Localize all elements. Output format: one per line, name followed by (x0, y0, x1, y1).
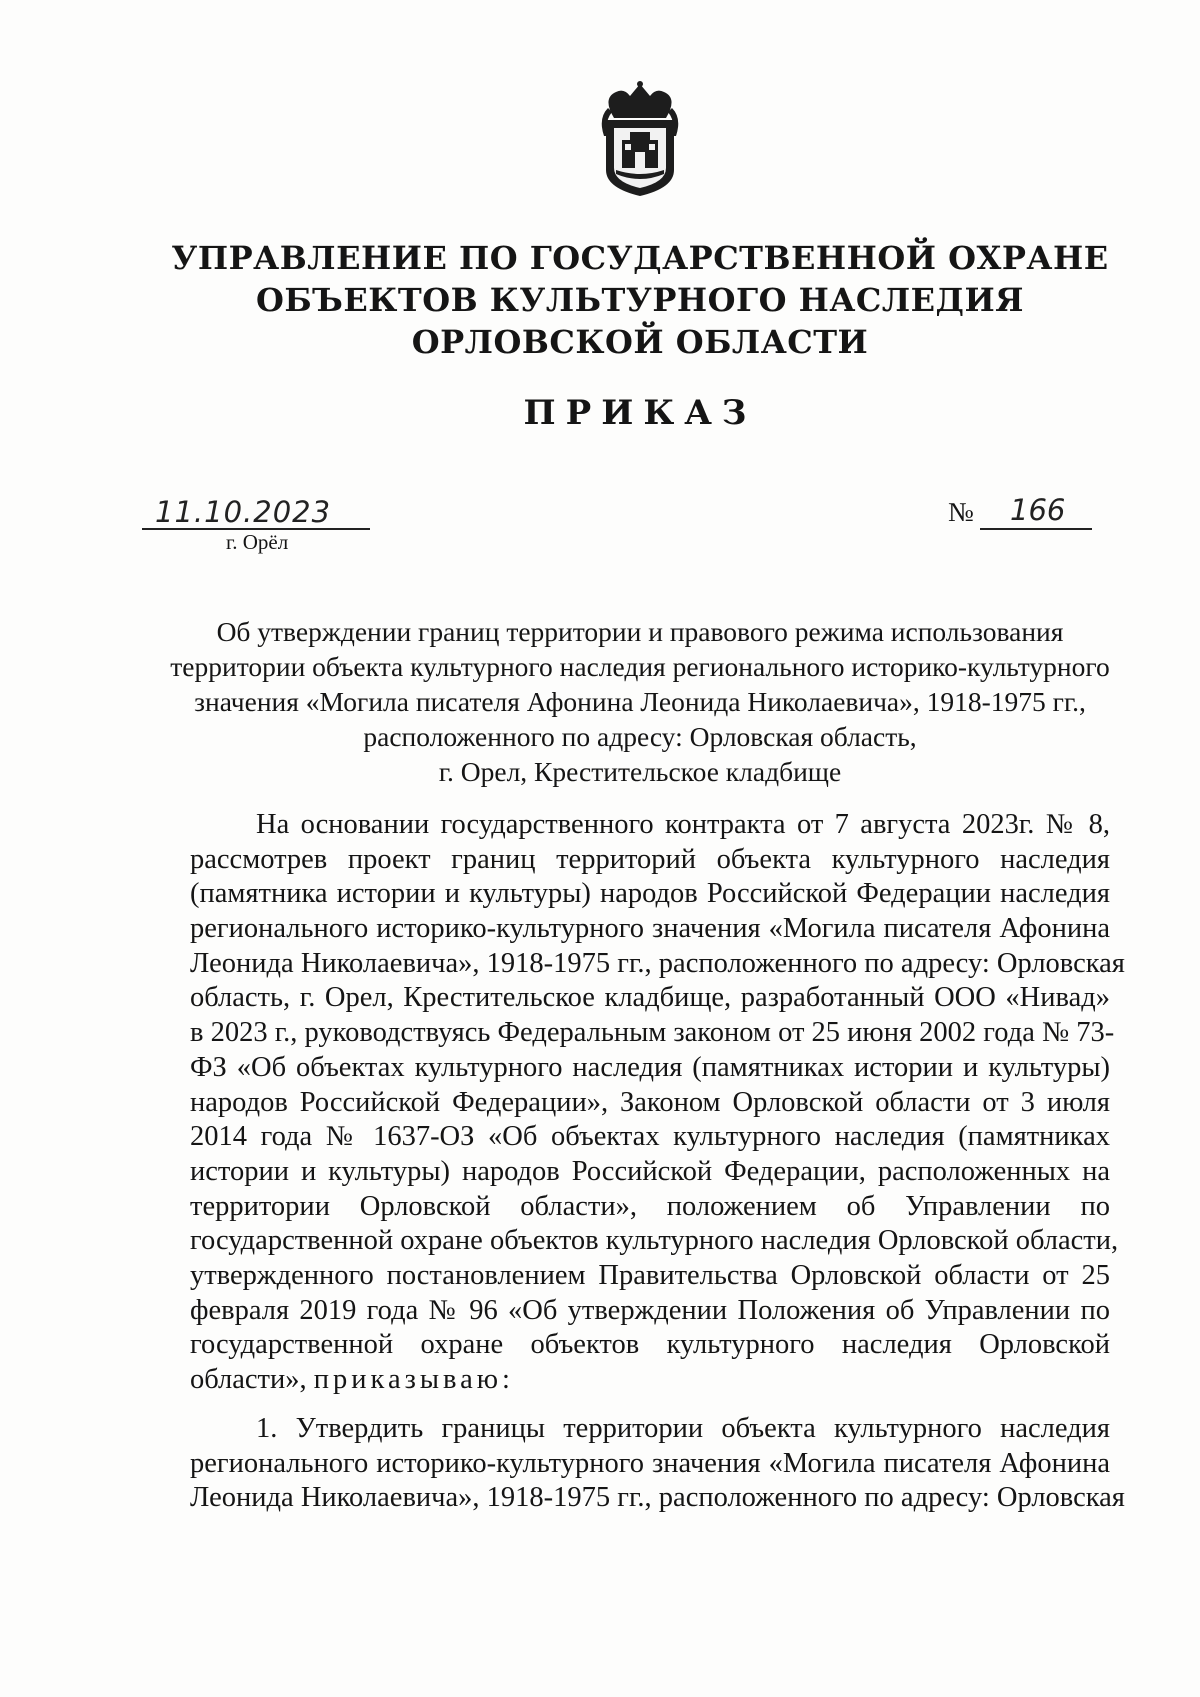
order-item-1-paragraph (190, 1412, 1125, 1516)
subject-line: расположенного по адресу: Орловская область, (363, 721, 917, 752)
number-label: № (948, 497, 974, 527)
paragraph-line: государственной охране объектов культурного наследия Орловской области, (190, 1225, 1119, 1257)
paragraph-line: народов Российской Федерации», Законом Орловской области от 3 июля (190, 1086, 1110, 1118)
paragraph-line: 1. Утвердить границы территории объекта культурного наследия (256, 1413, 1110, 1444)
preamble-paragraph (190, 808, 1125, 1398)
paragraph-line: ФЗ «Об объектах культурного наследия (памятниках истории и культуры) (190, 1051, 1110, 1083)
paragraph-line: истории и культуры) народов Российской Федерации, расположенных на (190, 1155, 1110, 1187)
organization-name-line-1: УПРАВЛЕНИЕ ПО ГОСУДАРСТВЕННОЙ ОХРАНЕ (171, 239, 1109, 277)
paragraph-line: рассмотрев проект границ территорий объекта культурного наследия (190, 843, 1110, 875)
paragraph-line-prefix: области», (190, 1364, 307, 1395)
issue-city: г. Орёл (226, 530, 289, 554)
subject-line: территории объекта культурного наследия регионального историко-культурного (170, 651, 1110, 682)
paragraph-line: 2014 года № 1637-ОЗ «Об объектах культурного наследия (памятниках (190, 1121, 1110, 1153)
handwritten-date: 11.10.2023 (155, 495, 332, 529)
handwritten-order-number: 166 (1010, 493, 1066, 527)
paragraph-line: территории Орловской области», положением об Управлении по (190, 1190, 1110, 1222)
order-keyword: приказываю: (313, 1364, 514, 1395)
paragraph-line: Леонида Николаевича», 1918-1975 гг., расположенного по адресу: Орловская (190, 1482, 1125, 1514)
orel-region-coat-of-arms-emblem (594, 78, 686, 200)
organization-name-line-3: ОРЛОВСКОЙ ОБЛАСТИ (411, 323, 869, 361)
subject-line: значения «Могила писателя Афонина Леонида Николаевича», 1918-1975 гг., (194, 686, 1086, 717)
paragraph-line: (памятника истории и культуры) народов Российской Федерации наследия (190, 878, 1110, 910)
paragraph-line: в 2023 г., руководствуясь Федеральным законом от 25 июня 2002 года № 73- (190, 1017, 1115, 1049)
paragraph-line: государственной охране объектов культурного наследия Орловской (190, 1329, 1110, 1361)
paragraph-line: На основании государственного контракта от 7 августа 2023г. № 8, (256, 809, 1110, 840)
paragraph-line: февраля 2019 года № 96 «Об утверждении Положения об Управлении по (190, 1294, 1110, 1326)
organization-name-line-2: ОБЪЕКТОВ КУЛЬТУРНОГО НАСЛЕДИЯ (256, 281, 1024, 319)
subject-line: г. Орел, Крестительское кладбище (438, 756, 842, 787)
subject-line: Об утверждении границ территории и правового режима использования (216, 616, 1064, 647)
paragraph-line: регионального историко-культурного значения «Могила писателя Афонина (190, 913, 1110, 945)
paragraph-line: область, г. Орел, Крестительское кладбище, разработанный ООО «Нивад» (190, 982, 1110, 1014)
paragraph-line: утвержденного постановлением Правительства Орловской области от 25 (190, 1259, 1110, 1291)
paragraph-line (190, 1363, 1110, 1398)
number-underline (980, 528, 1092, 530)
paragraph-line: Леонида Николаевича», 1918-1975 гг., расположенного по адресу: Орловская (190, 947, 1125, 979)
paragraph-line: регионального историко-культурного значения «Могила писателя Афонина (190, 1447, 1110, 1479)
document-type-title: ПРИКАЗ (523, 393, 757, 433)
